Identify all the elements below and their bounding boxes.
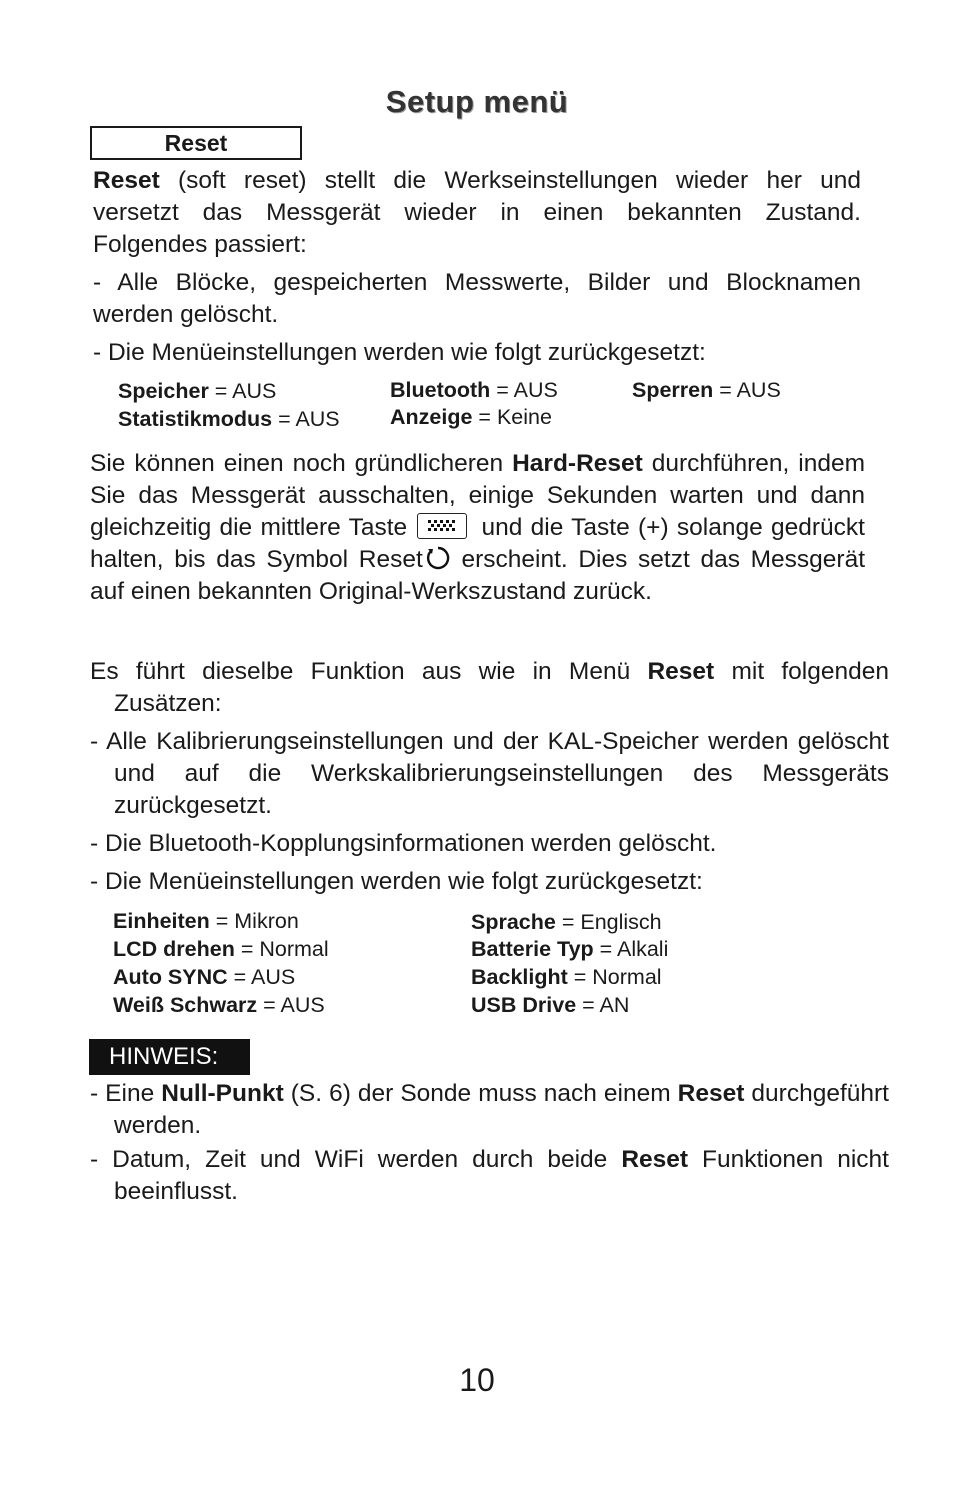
- note-text: - Datum, Zeit und WiFi werden durch beide: [90, 1146, 622, 1173]
- note-text: (S. 6) der Sonde muss nach einem: [283, 1080, 678, 1107]
- soft-setting: [390, 403, 552, 431]
- setting-value: = Mikron: [209, 909, 299, 933]
- intro-text: (soft reset) stellt die Werkseinstellungen wieder her und versetzt das Messgerät wieder in einen bekannten Zustand. Folgendes passiert:: [93, 167, 861, 258]
- setting-key: LCD drehen: [113, 937, 235, 961]
- setting-key: Auto SYNC: [113, 965, 228, 989]
- hard-text-3: und die Taste (+) solange gedrückt halten, bis das Symbol Reset: [90, 514, 865, 573]
- setting-value: = AUS: [490, 378, 558, 402]
- setting-key: Speicher: [118, 379, 209, 403]
- hard-bold: Hard-Reset: [512, 450, 643, 477]
- same-bold: Reset: [647, 658, 715, 685]
- hard-setting: [471, 991, 629, 1019]
- hard-setting: [471, 935, 668, 963]
- note-text: - Eine: [90, 1080, 162, 1107]
- note-bold: Reset: [621, 1146, 689, 1173]
- hard-item-2: - Die Bluetooth-Kopplungsinformationen werden gelöscht.: [90, 830, 717, 857]
- page-number: 10: [459, 1362, 495, 1398]
- hard-reset-paragraph: [90, 448, 865, 608]
- setting-key: USB Drive: [471, 993, 577, 1017]
- setting-value: = Keine: [472, 405, 552, 429]
- setting-value: = Englisch: [555, 910, 662, 934]
- setting-value: = AUS: [257, 993, 325, 1017]
- hard-text-2: durchführen, indem Sie das Messgerät ausschalten, einige Sekunden warten und dann gleichzeitig die mittlere Taste: [90, 450, 866, 541]
- hard-setting: [113, 963, 295, 991]
- intro-bold: Reset: [93, 167, 160, 194]
- reset-circle-icon: [425, 545, 451, 571]
- setting-key: Batterie Typ: [471, 937, 594, 961]
- setting-key: Sprache: [471, 910, 556, 934]
- intro-paragraph: [93, 165, 861, 261]
- setting-key: Bluetooth: [390, 378, 491, 402]
- note-item-1: [90, 1078, 889, 1142]
- soft-item-2: - Die Menüeinstellungen werden wie folgt zurückgesetzt:: [93, 339, 706, 366]
- same-text-1: Es führt dieselbe Funktion aus wie in Menü: [90, 658, 648, 685]
- setting-value: = Normal: [567, 965, 662, 989]
- hard-text-1: Sie können einen noch gründlicheren: [90, 450, 513, 477]
- setting-key: Einheiten: [113, 909, 210, 933]
- setting-key: Sperren: [632, 378, 714, 402]
- hard-text-4: erscheint. Dies setzt das Messgerät auf einen bekannten Original-Werkszustand zurück.: [90, 546, 866, 605]
- soft-setting: [118, 377, 276, 405]
- hard-item-3: - Die Menüeinstellungen werden wie folgt zurückgesetzt:: [90, 868, 703, 895]
- note-label: HINWEIS:: [89, 1039, 250, 1075]
- menu-key-icon: [417, 513, 467, 539]
- setting-value: = Normal: [234, 937, 329, 961]
- setting-value: = Alkali: [593, 937, 669, 961]
- note-bold: Reset: [677, 1080, 745, 1107]
- hard-setting: [113, 935, 329, 963]
- setting-value: = AUS: [227, 965, 296, 989]
- hard-item-1: - Alle Kalibrierungseinstellungen und der KAL-Speicher werden gelöscht und auf die Werkskalibrierungseinstellungen des Messgeräts zurückgesetzt.: [90, 728, 889, 819]
- same-function-paragraph: [90, 656, 889, 720]
- section-label-reset: Reset: [90, 126, 302, 160]
- hard-setting: [471, 963, 662, 991]
- setting-value: = AN: [576, 993, 630, 1017]
- setting-key: Anzeige: [390, 405, 473, 429]
- note-text: Funktionen nicht beeinflusst.: [114, 1146, 889, 1205]
- note-item-2: [90, 1144, 889, 1208]
- soft-setting: [118, 405, 340, 433]
- soft-setting: [390, 376, 558, 404]
- hard-setting: [113, 991, 325, 1019]
- same-text-2: mit folgenden Zusätzen:: [114, 658, 890, 717]
- soft-setting: [632, 376, 781, 404]
- setting-key: Statistikmodus: [118, 407, 273, 431]
- page-title: Setup menü: [385, 84, 569, 119]
- soft-item-1: - Alle Blöcke, gespeicherten Messwerte, Bilder und Blocknamen werden gelöscht.: [93, 269, 861, 328]
- setting-key: Backlight: [471, 965, 568, 989]
- setting-value: = AUS: [713, 378, 781, 402]
- setting-value: = AUS: [272, 407, 340, 431]
- note-text: durchgeführt werden.: [114, 1080, 889, 1139]
- note-bold: Null-Punkt: [161, 1080, 284, 1107]
- hard-setting: [471, 908, 662, 936]
- setting-value: = AUS: [208, 379, 277, 403]
- setting-key: Weiß Schwarz: [113, 993, 258, 1017]
- hard-setting: [113, 907, 299, 935]
